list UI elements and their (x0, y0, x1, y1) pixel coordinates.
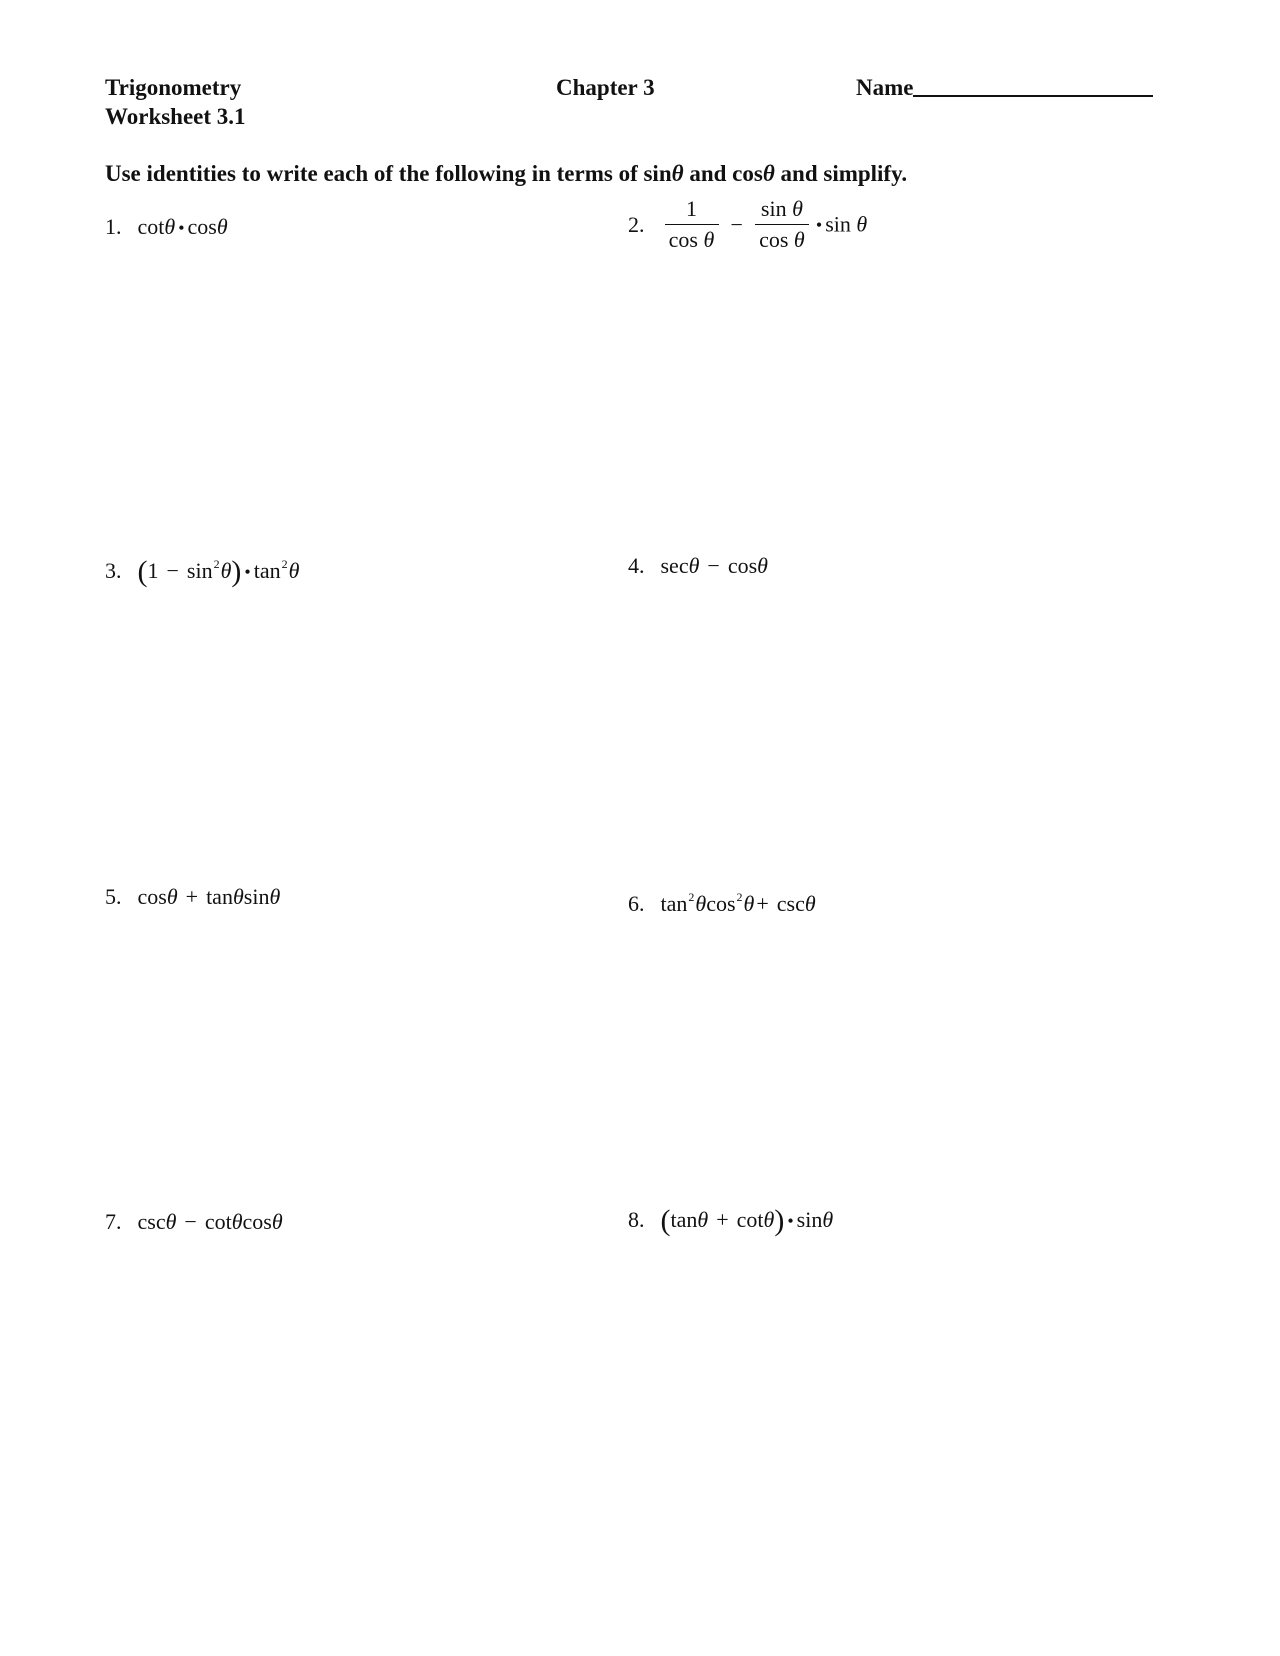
minus-sign: − (707, 553, 720, 578)
tan-function: tan (670, 1207, 698, 1232)
minus-sign: − (184, 1209, 197, 1234)
instructions-text-1: Use identities to write each of the following in terms of sin (105, 161, 672, 186)
cot-function: cot (137, 214, 165, 239)
problem-3 (105, 551, 300, 588)
theta-symbol: θ (793, 227, 805, 252)
fraction-numerator: 1 (686, 196, 697, 221)
theta-symbol: θ (703, 227, 715, 252)
close-paren: ) (231, 555, 242, 588)
fraction-denominator (755, 224, 809, 253)
name-label: Name (856, 75, 914, 100)
problem-number: 3. (105, 558, 122, 583)
theta-symbol: θ (269, 884, 281, 909)
tan-function: tan (660, 891, 688, 916)
multiply-dot: • (787, 1211, 794, 1231)
multiply-dot: • (815, 214, 823, 235)
chapter-title: Chapter 3 (556, 75, 655, 100)
problem-number: 5. (105, 884, 122, 909)
csc-function: csc (776, 891, 805, 916)
csc-function: csc (137, 1209, 166, 1234)
theta-symbol: θ (688, 553, 700, 578)
sin-function: sin (760, 196, 787, 221)
tan-function: tan (206, 884, 233, 909)
theta-symbol: θ (822, 1207, 834, 1232)
fraction-2 (755, 196, 809, 253)
theta-symbol: θ (743, 891, 755, 916)
subject-title: Trigonometry (105, 75, 242, 100)
theta-symbol: θ (762, 161, 775, 186)
exponent: 2 (213, 557, 220, 571)
problem-5 (105, 884, 280, 910)
close-paren: ) (774, 1204, 785, 1237)
problem-2 (628, 196, 867, 253)
sin-function: sin (825, 211, 851, 237)
plus-sign: + (716, 1207, 729, 1232)
multiply-dot: • (244, 562, 251, 582)
instructions-text-3: and simplify. (780, 161, 908, 186)
problem-1 (105, 214, 228, 241)
instructions-text-2: and cos (689, 161, 763, 186)
theta-symbol: θ (288, 558, 300, 583)
sin-function: sin (796, 1207, 823, 1232)
theta-symbol: θ (231, 1209, 243, 1234)
theta-symbol: θ (164, 214, 176, 239)
theta-symbol: θ (271, 1209, 283, 1234)
theta-symbol: θ (757, 553, 768, 578)
worksheet-title: Worksheet 3.1 (105, 104, 246, 129)
fraction-1 (665, 196, 719, 253)
cos-function: cos (668, 227, 698, 252)
cos-function: cos (706, 891, 736, 916)
problem-4 (628, 553, 768, 579)
open-paren: ( (137, 555, 148, 588)
sin-function: sin (243, 884, 270, 909)
cos-function: cos (242, 1209, 272, 1234)
number-one: 1 (147, 558, 159, 583)
tan-function: tan (253, 558, 281, 583)
problem-6 (628, 884, 816, 917)
exponent: 2 (281, 557, 288, 571)
theta-symbol: θ (216, 214, 228, 239)
theta-symbol: θ (166, 884, 178, 909)
fraction-denominator (665, 224, 719, 253)
problem-number: 8. (628, 1207, 645, 1232)
problem-number: 2. (628, 211, 645, 237)
exponent: 2 (688, 890, 695, 904)
cos-function: cos (759, 227, 789, 252)
minus-sign: − (730, 211, 743, 237)
cot-function: cot (736, 1207, 764, 1232)
plus-sign: + (185, 884, 199, 909)
name-field[interactable] (856, 74, 1153, 102)
multiply-dot: • (178, 218, 185, 238)
theta-symbol: θ (165, 1209, 177, 1234)
open-paren: ( (660, 1204, 671, 1237)
theta-symbol: θ (856, 211, 868, 237)
theta-symbol: θ (220, 558, 232, 583)
cos-function: cos (187, 214, 217, 239)
sec-function: sec (660, 553, 689, 578)
theta-symbol: θ (232, 884, 244, 909)
exponent: 2 (736, 890, 743, 904)
plus-sign: + (756, 891, 769, 916)
problem-number: 1. (105, 214, 122, 239)
minus-sign: − (166, 558, 179, 583)
theta-symbol: θ (804, 891, 816, 916)
instructions (105, 161, 907, 187)
cos-function: cos (137, 884, 167, 909)
fraction-numerator (759, 196, 805, 224)
problem-number: 6. (628, 891, 645, 916)
name-blank-line[interactable] (913, 95, 1153, 97)
theta-symbol: θ (697, 1207, 709, 1232)
problem-8 (628, 1204, 834, 1237)
theta-symbol: θ (792, 196, 803, 221)
theta-symbol: θ (695, 891, 707, 916)
cot-function: cot (204, 1209, 232, 1234)
sin-function: sin (186, 558, 213, 583)
theta-symbol: θ (671, 161, 684, 186)
problem-7 (105, 1209, 283, 1235)
theta-symbol: θ (763, 1207, 775, 1232)
cos-function: cos (727, 553, 758, 578)
problem-number: 7. (105, 1209, 122, 1234)
problem-number: 4. (628, 553, 645, 578)
